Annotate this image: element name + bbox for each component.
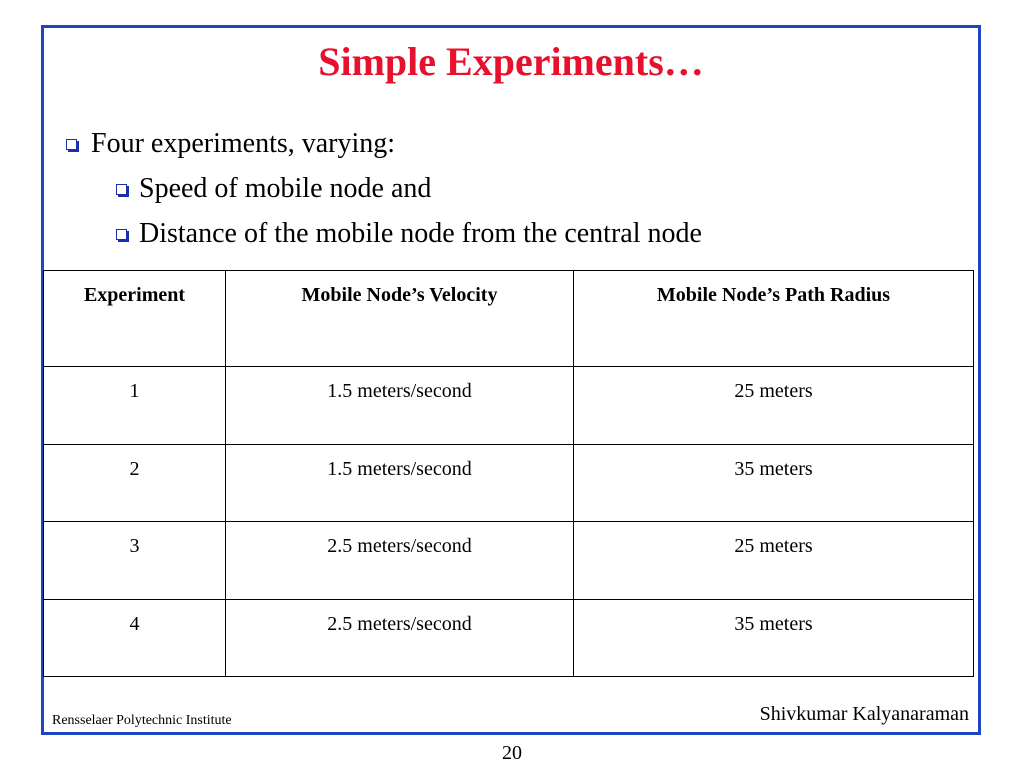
page-number: 20: [502, 742, 522, 764]
bullet-item: [66, 126, 395, 162]
column-header-velocity: Mobile Node’s Velocity: [226, 271, 574, 367]
column-header-path-radius: Mobile Node’s Path Radius: [574, 271, 974, 367]
table-row: [44, 367, 974, 445]
experiments-table: [43, 270, 974, 677]
sub-bullet-item: [116, 216, 702, 252]
square-bullet-icon: [66, 139, 77, 150]
bullet-text: Speed of mobile node and: [139, 173, 432, 204]
footer-institution: Rensselaer Polytechnic Institute: [52, 713, 232, 728]
table-cell: 2.5 meters/second: [226, 522, 574, 600]
footer-author: Shivkumar Kalyanaraman: [759, 703, 969, 725]
table-row: [44, 522, 974, 600]
table-row: [44, 599, 974, 677]
table-header-row: [44, 271, 974, 367]
table-cell: 1.5 meters/second: [226, 367, 574, 445]
table-cell: 1: [44, 367, 226, 445]
table-cell: 25 meters: [574, 367, 974, 445]
table-cell: 4: [44, 599, 226, 677]
table-cell: 25 meters: [574, 522, 974, 600]
sub-bullet-item: [116, 171, 431, 207]
square-bullet-icon: [116, 229, 127, 240]
slide-title: Simple Experiments…: [318, 39, 704, 84]
table-cell: 3: [44, 522, 226, 600]
square-bullet-icon: [116, 184, 127, 195]
bullet-text: Four experiments, varying:: [91, 128, 396, 159]
table-cell: 2: [44, 444, 226, 522]
table-cell: 35 meters: [574, 599, 974, 677]
column-header-experiment: Experiment: [44, 271, 226, 367]
table-row: [44, 444, 974, 522]
table-cell: 2.5 meters/second: [226, 599, 574, 677]
table-cell: 1.5 meters/second: [226, 444, 574, 522]
table-cell: 35 meters: [574, 444, 974, 522]
bullet-text: Distance of the mobile node from the central node: [139, 218, 702, 249]
